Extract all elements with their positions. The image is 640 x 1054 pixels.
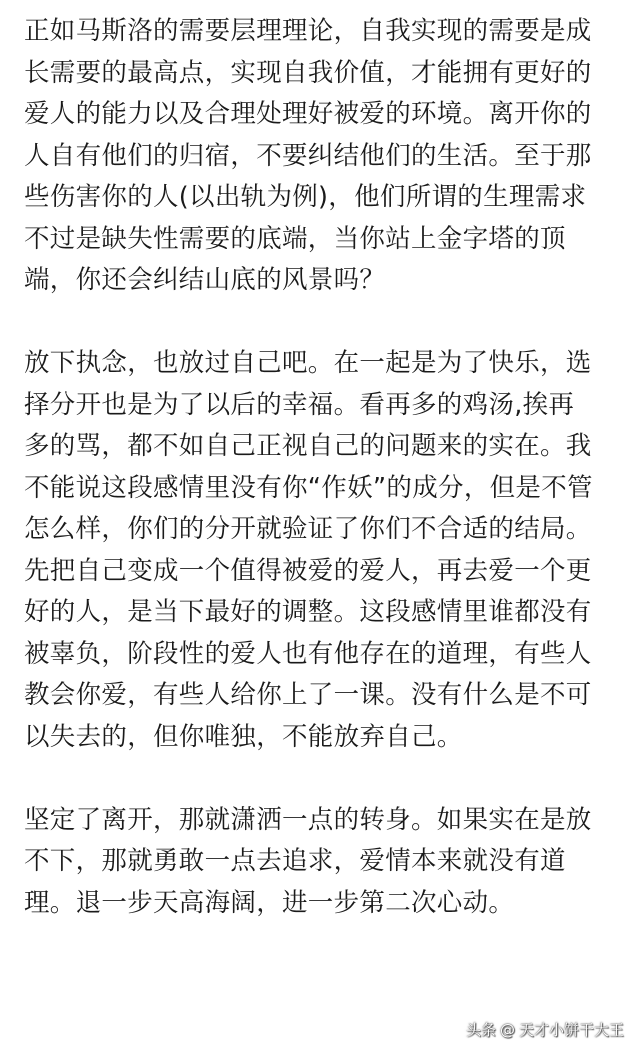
text-line: 怎么样，你们的分开就验证了你们不合适的结局。: [24, 514, 592, 544]
text-line: 不能说这段感情里没有你“作妖”的成分，但是不管: [24, 472, 593, 503]
paragraph-gap: [24, 758, 624, 800]
article-body: [24, 11, 624, 924]
text-line: 被辜负，阶段性的爱人也有他存在的道理，有些人: [24, 638, 592, 669]
text-line: 不下，那就勇敢一点去追求，爱情本来就没有道: [24, 846, 566, 876]
text-line: 爱人的能力以及合理处理好被爱的环境。离开你的: [24, 99, 592, 129]
text-line: 正如马斯洛的需要层理理论，自我实现的需要是成: [24, 16, 592, 46]
text-line: 先把自己变成一个值得被爱的爱人，再去爱一个更: [24, 555, 592, 586]
text-line: 端，你还会纠结山底的风景吗？: [24, 265, 386, 295]
text-line: 教会你爱，有些人给你上了一课。没有什么是不可: [24, 680, 592, 710]
watermark: [466, 1019, 624, 1040]
text-line: 多的骂，都不如自己正视自己的问题来的实在。我: [24, 431, 592, 461]
paragraph-3: [24, 800, 624, 925]
watermark-author: 天才小饼干大王: [518, 1021, 624, 1039]
watermark-platform: 头条: [465, 1021, 496, 1039]
text-line: 不过是缺失性需要的底端，当你站上金字塔的顶: [24, 223, 566, 254]
text-line: 放下执念，也放过自己吧。在一起是为了快乐，选: [24, 348, 592, 378]
text-line: 以失去的，但你唯独，不能放弃自己。: [24, 721, 463, 752]
text-line: 长需要的最高点，实现自我价值，才能拥有更好的: [24, 57, 592, 88]
text-line: 人自有他们的归宿，不要纠结他们的生活。至于那: [24, 140, 592, 171]
paragraph-1: [24, 11, 624, 302]
text-line: 坚定了离开，那就潇洒一点的转身。如果实在是放: [24, 804, 592, 835]
text-line: 择分开也是为了以后的幸福。看再多的鸡汤,挨再: [24, 389, 575, 420]
text-line: 些伤害你的人(以出轨为例)，他们所谓的生理需求: [24, 182, 587, 212]
watermark-at: @: [499, 1020, 515, 1039]
text-line: 理。退一步天高海阔，进一步第二次心动。: [24, 887, 515, 918]
text-line: 好的人，是当下最好的调整。这段感情里谁都没有: [24, 597, 592, 627]
paragraph-gap: [24, 302, 624, 344]
paragraph-2: [24, 343, 624, 758]
